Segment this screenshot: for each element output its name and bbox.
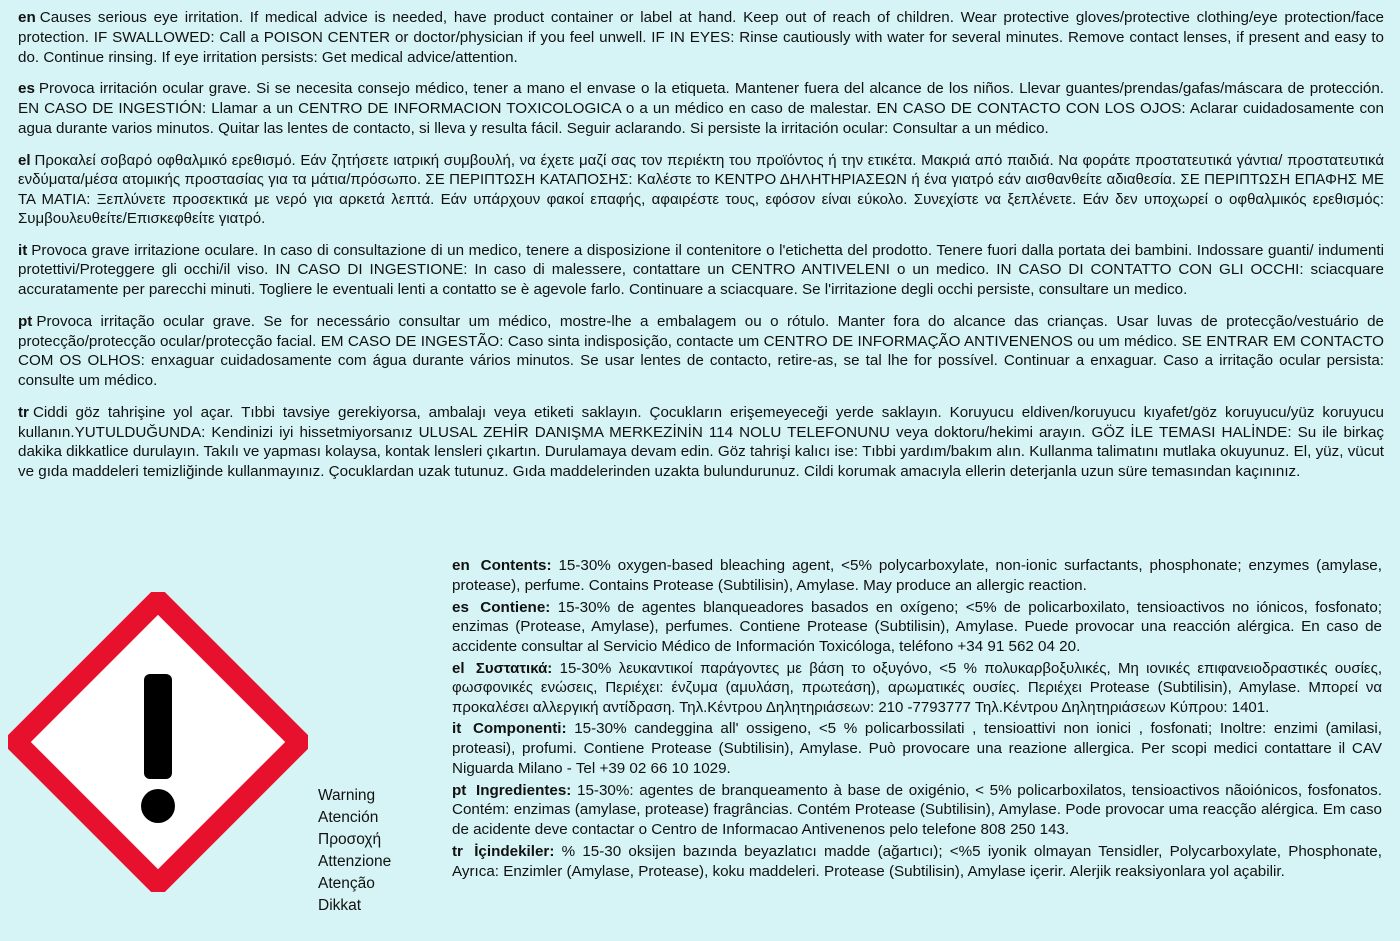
ingredients-language-code-tr: tr bbox=[452, 842, 463, 860]
ingredients-text-it: 15-30% candeggina all' ossigeno, <5 % policarbossilati , tensioattivi non ionici , fosfonati; Inoltre: enzimi (amilasi, proteasi), profumi. Contiene Protease (Subtilisin), Amylase. Può provocare una reazione allergica. Per scopi medici contattare il CAV Niguarda Milano - Tel +39 02 66 10 1029. bbox=[452, 720, 1382, 777]
hazard-text-es: Provoca irritación ocular grave. Si se necesita consejo médico, tener a mano el envase o la etiqueta. Mantener fuera del alcance de los niños. Llevar guantes/prendas/gafas/máscara de protección. EN CASO DE INGESTIÓN: Llamar a un CENTRO DE INFORMACION TOXICOLOGICA o a un médico en caso de malestar. EN CASO DE CONTACTO CON LOS OJOS: Aclarar cuidadosamente con agua durante varios minutos. Quitar las lentes de contacto, si lleva y resulta fácil. Seguir aclarando. Si persiste la irritación ocular: Consultar a un médico. bbox=[18, 80, 1384, 137]
hazard-statement-it bbox=[18, 241, 1384, 300]
ingredients-es bbox=[452, 598, 1382, 657]
hazard-statement-tr bbox=[18, 403, 1384, 482]
ingredients-text-en: 15-30% oxygen-based bleaching agent, <5% polycarboxylate, non-ionic surfactants, phosphonate; enzymes (amylase, protease), perfume. Contains Protease (Subtilisin), Amylase. May produce an allergic reaction. bbox=[452, 557, 1382, 594]
ingredients-heading-pt: Ingredientes: bbox=[476, 781, 572, 799]
signal-words-list bbox=[318, 785, 438, 917]
ingredients-block bbox=[452, 556, 1382, 883]
hazard-text-en: Causes serious eye irritation. If medical advice is needed, have product container or label at hand. Keep out of reach of children. Wear protective gloves/protective clothing/eye protection/face protection. IF SWALLOWED: Call a POISON CENTER or doctor/physician if you feel unwell. IF IN EYES: Rinse cautiously with water for several minutes. Remove contact lenses, if present and easy to do. Continue rinsing. If eye irritation persists: Get medical advice/attention. bbox=[18, 9, 1384, 66]
language-code-es: es bbox=[18, 80, 35, 98]
signal-word-it: Attenzione bbox=[318, 853, 392, 870]
ingredients-language-code-it: it bbox=[452, 720, 462, 738]
ingredients-it bbox=[452, 719, 1382, 778]
hazard-text-tr: Ciddi göz tahrişine yol açar. Tıbbi tavsiye gerekiyorsa, ambalajı veya etiketi saklayın. Çocukların erişemeyeceği yerde saklayın. Koruyucu eldiven/koruyucu kıyafet/göz koruyucu/yüz koruyucu kullanın.YUTULDUĞUNDA: Kendinizi iyi hissetmiyorsanız ULUSAL ZEHİR DANIŞMA MERKEZİNİN 114 NOLU TELEFONUNU veya doktoru/hekimi arayın. GÖZ İLE TEMASI HALİNDE: Su ile birkaç dakika dikkatlice durulayın. Takılı ve yapması kolaysa, kontak lensleri çıkartın. Durulamaya devam edin. Göz tahrişi kalıcı ise: Tıbbi yardım/bakım alın. Kullanma talimatını mutlaka okuyunuz. El, yüz, vücut ve gıda maddeleri temizliğinde kullanmayınız. Çocuklardan uzak tutunuz. Gıda maddelerinden uzakta bulundurunuz. Cildi korumak amacıyla ellerin deterjanla uzun süre temasından kaçınınız. bbox=[18, 403, 1384, 480]
hazard-statement-el bbox=[18, 151, 1384, 229]
language-code-it: it bbox=[18, 241, 28, 259]
ingredients-text-es: 15-30% de agentes blanqueadores basados en oxígeno; <5% de policarboxilato, tensioactivos no iónicos, fosfonato; enzimas (Protease, Amylase), perfumes. Contiene Protease (Subtilisin), Amylase. Puede provocar una reacción alérgica. En caso de accidente consultar al Servicio Médico de Información Toxicóloga, teléfono +34 91 562 04 20. bbox=[452, 598, 1382, 655]
ingredients-heading-en: Contents: bbox=[480, 557, 552, 574]
hazard-text-pt: Provoca irritação ocular grave. Se for necessário consultar um médico, mostre-lhe a embalagem ou o rótulo. Manter fora do alcance das crianças. Usar luvas de protecção/vestuário de protecção/protecção ocular/protecção facial. EM CASO DE INGESTÃO: Caso sinta indisposição, contacte um CENTRO DE INFORMAÇÃO ANTIVENENOS ou um médico. SE ENTRAR EM CONTACTO COM OS OLHOS: enxaguar cuidadosamente com água durante vários minutos. Se usar lentes de contacto, retire-as, se tal lhe for possível. Continuar a enxaguar. Caso a irritação ocular persista: consulte um médico. bbox=[18, 312, 1384, 389]
language-code-tr: tr bbox=[18, 403, 29, 421]
ingredients-text-tr: % 15-30 oksijen bazında beyazlatıcı madde (ağartıcı); <%5 iyonik olmayan Tensidler, Polycarboxylate, Phosphonate, Ayrıca: Enzimler (Amylase, Protease), koku maddeleri. Protease (Subtilisin), Amylase içerir. Alerjik reaksiyonlara yol açabilir. bbox=[452, 842, 1382, 880]
pictogram-container bbox=[8, 592, 308, 902]
ingredients-language-code-en: en bbox=[452, 557, 470, 574]
ingredients-pt bbox=[452, 781, 1382, 840]
hazard-statement-en bbox=[18, 8, 1384, 67]
signal-word-en: Warning bbox=[318, 787, 376, 804]
hazard-text-el: Προκαλεί σοβαρό οφθαλμικό ερεθισμό. Εάν ζητήσετε ιατρική συμβουλή, να έχετε μαζί σας τον περιέκτη του προϊόντος ή την ετικέτα. Μακριά από παιδιά. Να φοράτε προστατευτικά γάντια/ προστατευτικά ενδύματα/μέσα ατομικής προστασίας για τα μάτια/πρόσωπο. ΣΕ ΠΕΡΙΠΤΩΣΗ ΚΑΤΑΠΟΣΗΣ: Καλέστε το ΚΕΝΤΡΟ ΔΗΛΗΤΗΡΙΑΣΕΩΝ ή ένα γιατρό εάν αισθανθείτε αδιαθεσία. ΣΕ ΠΕΡΙΠΤΩΣΗ ΕΠΑΦΗΣ ΜΕ ΤΑ ΜΑΤΙΑ: Ξεπλύνετε προσεκτικά με νερό για αρκετά λεπτά. Εάν υπάρχουν φακοί επαφής, αφαιρέστε τους, εφόσον είναι εύκολο. Συνεχίστε να ξεπλένετε. Εάν δεν υποχωρεί ο οφθαλμικός ερεθισμός: Συμβουλευθείτε/Επισκεφθείτε γιατρό. bbox=[18, 151, 1384, 227]
ingredients-el bbox=[452, 659, 1382, 718]
language-code-pt: pt bbox=[18, 312, 33, 330]
ingredients-heading-es: Contiene: bbox=[480, 598, 551, 616]
ingredients-language-code-el: el bbox=[452, 659, 465, 677]
hazard-statement-es bbox=[18, 79, 1384, 138]
bottom-section bbox=[0, 556, 1400, 941]
language-code-en: en bbox=[18, 9, 36, 26]
hazard-statements-block bbox=[18, 8, 1384, 482]
ingredients-heading-it: Componenti: bbox=[472, 720, 567, 738]
signal-word-pt: Atenção bbox=[318, 875, 375, 892]
hazard-statement-pt bbox=[18, 312, 1384, 391]
signal-word-el: Προσοχή bbox=[318, 831, 382, 848]
ingredients-heading-el: Συστατικά: bbox=[475, 659, 553, 677]
ingredients-text-pt: 15-30%: agentes de branqueamento à base de oxigénio, < 5% policarboxilatos, tensioactivos nãoiónicos, fosfonatos. Contém: enzimas (amylase, protease) fragrâncias. Contém Protease (Subtilisin), Amylase. Pode provocar uma reacção alérgica. Em caso de acidente deve contactar o Centro de Informacao Antivenenos pelo telefone 808 250 143. bbox=[452, 781, 1382, 838]
signal-word-es: Atención bbox=[318, 809, 379, 826]
ingredients-language-code-pt: pt bbox=[452, 781, 467, 799]
ingredients-language-code-es: es bbox=[452, 598, 469, 616]
ingredients-en bbox=[452, 556, 1382, 596]
exclamation-mark-hazard-pictogram-icon bbox=[8, 592, 308, 892]
ingredients-heading-tr: İçindekiler: bbox=[474, 842, 555, 860]
signal-word-tr: Dikkat bbox=[318, 897, 362, 914]
language-code-el: el bbox=[18, 151, 31, 169]
ingredients-tr bbox=[452, 842, 1382, 882]
ingredients-text-el: 15-30% λευκαντικοί παράγοντες με βάση το οξυγόνο, <5 % πολυκαρβοξυλικές, Μη ιονικές επιφανειοδραστικές ουσίες, φωσφονικές ενώσεις, Περιέχει: ένζυμα (αμυλάση, πρωτεάση), αρωματικές ουσίες. Περιέχει Protease (Subtilisin), Amylase. Μπορεί να προκαλέσει αλλεργική αντίδραση. Τηλ.Κέντρου Δηλητηριάσεων: 210 -7793777 Τηλ.Κέντρου Δηλητηριάσεων Κύπρου: 1401. bbox=[452, 659, 1383, 716]
hazard-text-it: Provoca grave irritazione oculare. In caso di consultazione di un medico, tenere a disposizione il contenitore o l'etichetta del prodotto. Tenere fuori dalla portata dei bambini. Indossare guanti/ indumenti protettivi/Proteggere gli occhi/il viso. IN CASO DI INGESTIONE: In caso di malessere, contattare un CENTRO ANTIVELENI o un medico. IN CASO DI CONTATTO CON GLI OCCHI: sciacquare accuratamente per parecchi minuti. Togliere le eventuali lenti a contatto se è agevole farlo. Continuare a sciacquare. Se l'irritazione degli occhi persiste, consultare un medico. bbox=[18, 241, 1384, 298]
